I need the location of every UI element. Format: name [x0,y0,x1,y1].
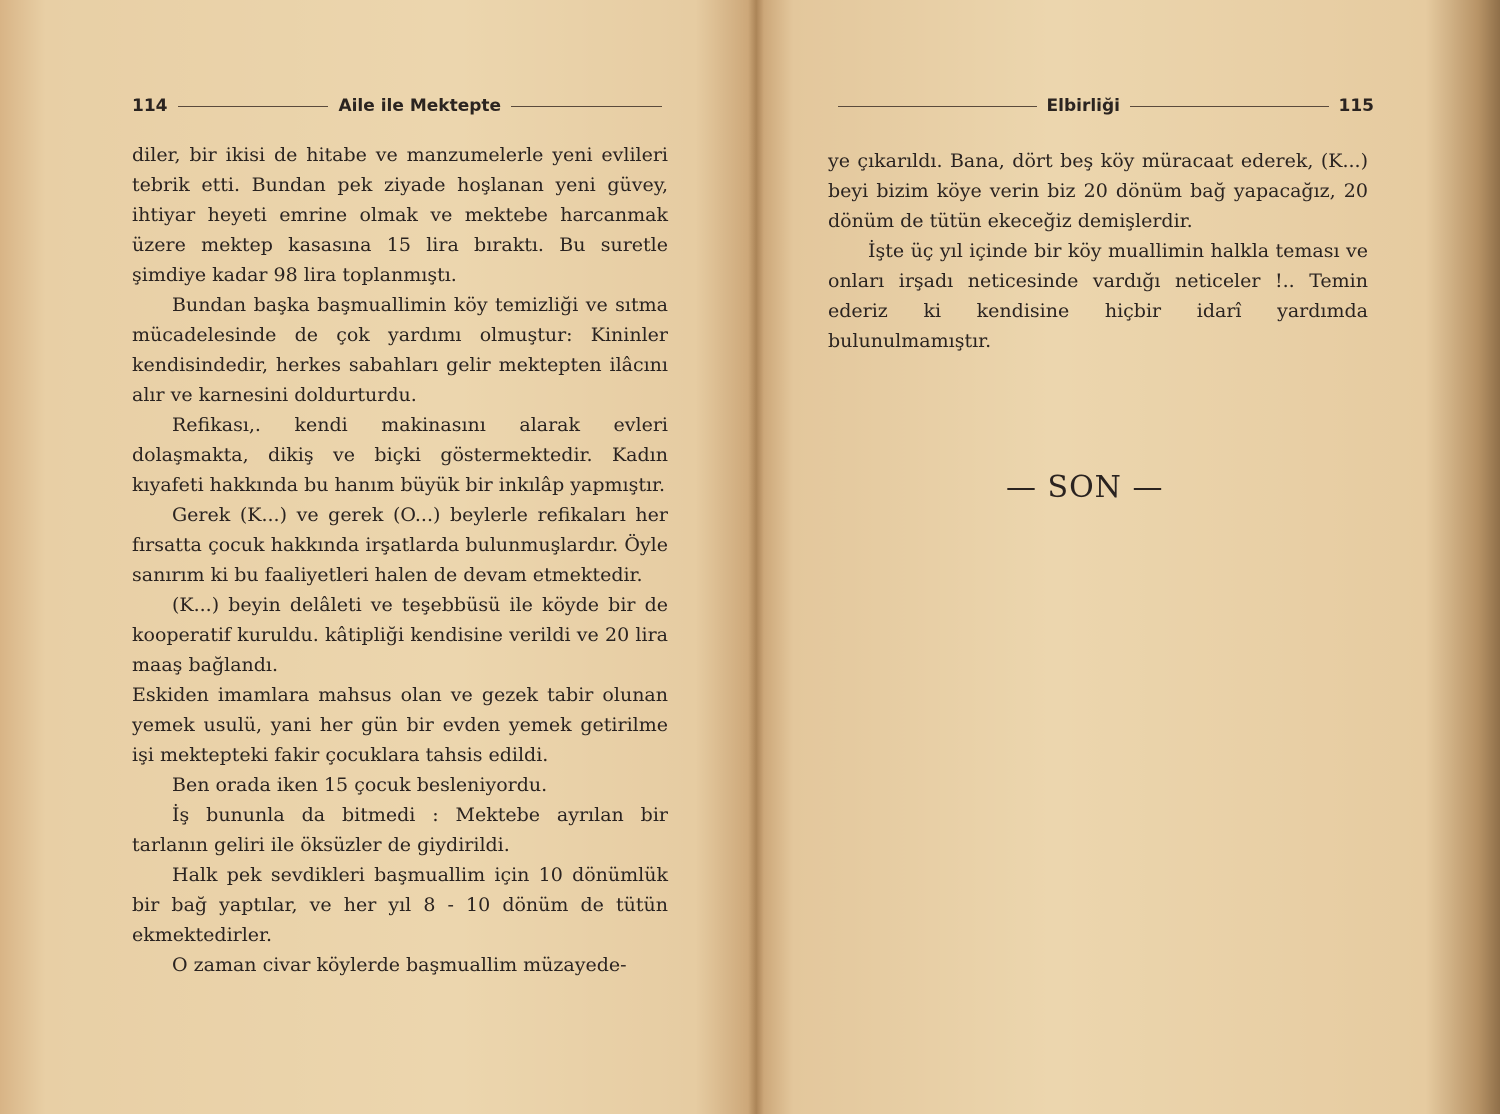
paragraph: Bundan başka başmuallimin köy temizliği ve sıtma mücadelesinde de çok yardımı olmuştur: Kininler kendisindedir, herkes sabahları gelir mektepten ilâcını alır ve karnesini doldurturdu. [132,294,668,406]
paragraph: O zaman civar köylerde başmuallim müzayede- [172,954,627,976]
right-page-body [828,146,1368,356]
book-gutter [748,0,764,1114]
paragraph: (K...) beyin delâleti ve teşebbüsü ile köyde bir de kooperatif kuruldu. kâtipliği kendisine verildi ve 20 lira maaş bağlandı. [132,594,668,676]
paragraph: Eskiden imamlara mahsus olan ve gezek tabir olunan yemek usulü, yani her gün bir evden yemek getirilme işi mektepteki fakir çocuklara tahsis edildi. [132,684,668,766]
paragraph: Refikası,. kendi makinasını alarak evleri dolaşmakta, dikiş ve biçki göstermektedir. Kadın kıyafeti hakkında bu hanım büyük bir inkılâp yapmıştır. [132,414,668,496]
paragraph: Gerek (K...) ve gerek (O...) beylerle refikaları her fırsatta çocuk hakkında irşatlarda bulunmuşlardır. Öyle sanırım ki bu faaliyetleri halen de devam etmektedir. [132,504,668,586]
header-rule [511,106,662,107]
end-mark: — SON — [1006,470,1164,505]
paragraph: İş bununla da bitmedi : Mektebe ayrılan bir tarlanın geliri ile öksüzler de giydirildi. [132,804,668,856]
right-page-header [828,92,1374,120]
paragraph: Halk pek sevdikleri başmuallim için 10 dönümlük bir bağ yaptılar, ve her yıl 8 - 10 dönüm de tütün ekmektedirler. [132,864,668,946]
header-rule [178,106,329,107]
paragraph: İşte üç yıl içinde bir köy muallimin halkla teması ve onları irşadı neticesinde vardığı neticeler !.. Temin ederiz ki kendisine hiçbir idarî yardımda bulunulmamıştır. [828,240,1368,352]
running-title: Elbirliği [1046,96,1120,116]
page-number: 115 [1338,96,1375,116]
paragraph: ye çıkarıldı. Bana, dört beş köy müracaat ederek, (K...) beyi bizim köye verin biz 20 dönüm bağ yapacağız, 20 dönüm de tütün ekeceğiz demişlerdir. [828,150,1368,232]
page-number: 114 [132,96,168,116]
right-page [756,0,1500,1114]
running-title: Aile ile Mektepte [338,96,502,116]
paragraph: Ben orada iken 15 çocuk besleniyordu. [172,774,548,796]
header-rule [838,106,1037,107]
left-page-body [132,140,668,980]
left-page-header [132,92,672,120]
header-rule [1130,106,1329,107]
paragraph: diler, bir ikisi de hitabe ve manzumelerle yeni evlileri tebrik etti. Bundan pek ziyade hoşlanan yeni güvey, ihtiyar heyeti emrine olmak ve mektebe harcanmak üzere mektep kasasına 15 lira bıraktı. Bu suretle şimdiye kadar 98 lira toplanmıştı. [132,144,668,286]
